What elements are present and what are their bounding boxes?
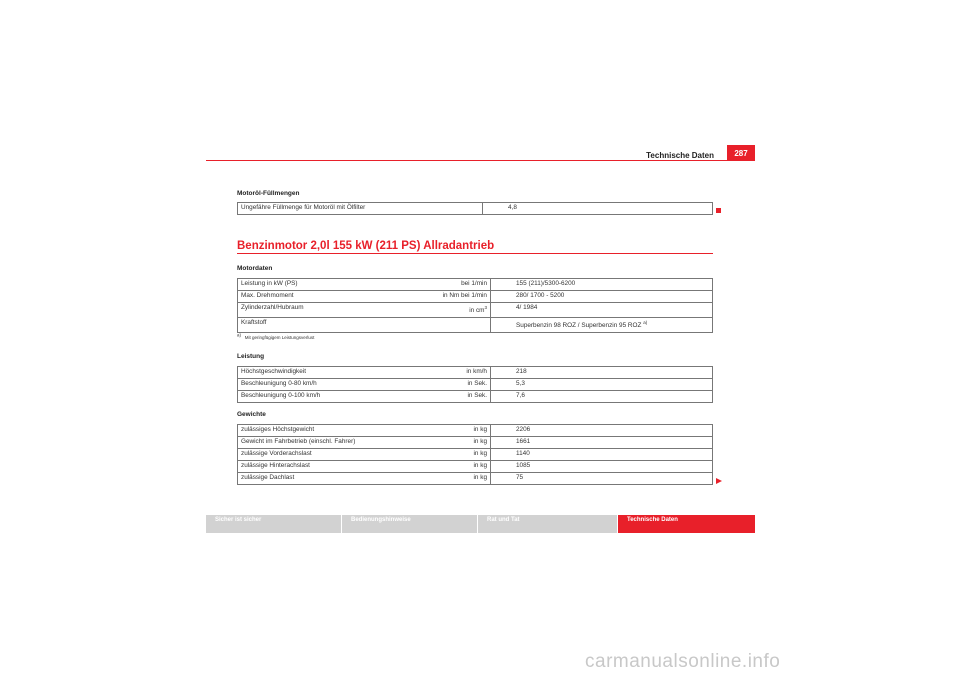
footnote-text: Mit geringfügigem Leistungsverlust [244, 335, 315, 340]
cell-value: 280/ 1700 - 5200 [491, 291, 713, 303]
unit-superscript: 3 [484, 304, 487, 310]
cell-label: Beschleunigung 0-100 km/h [238, 391, 425, 403]
footnote [237, 332, 315, 340]
cell-value: 5,3 [491, 379, 713, 391]
footer-tab-rat[interactable]: Rat und Tat [478, 515, 617, 533]
value-text: Superbenzin 98 ROZ / Superbenzin 95 ROZ [516, 322, 642, 329]
table-row [238, 473, 713, 485]
cell-value: 155 (211)/5300-6200 [491, 279, 713, 291]
cell-unit [424, 303, 491, 318]
header-title: Technische Daten [646, 151, 714, 160]
table-row [238, 279, 713, 291]
performance-subheading: Leistung [237, 353, 265, 360]
cell-label: Leistung in kW (PS) [238, 279, 425, 291]
cell-value: 1140 [491, 449, 713, 461]
table-row [238, 303, 713, 318]
cell-value: 1661 [491, 437, 713, 449]
section-end-marker [716, 208, 721, 213]
page-number: 287 [727, 145, 755, 161]
cell-label: Zylinderzahl/Hubraum [238, 303, 425, 318]
cell-label: Kraftstoff [238, 318, 425, 333]
cell-unit: in Nm bei 1/min [424, 291, 491, 303]
performance-table [237, 366, 713, 403]
cell-label: Beschleunigung 0-80 km/h [238, 379, 425, 391]
continue-arrow-icon [716, 478, 722, 484]
cell-label: zulässige Dachlast [238, 473, 425, 485]
cell-unit: in Sek. [424, 379, 491, 391]
section-title: Benzinmotor 2,0l 155 kW (211 PS) Allradantrieb [237, 240, 495, 252]
cell-unit: in Sek. [424, 391, 491, 403]
table-row [238, 437, 713, 449]
header-rule [206, 160, 755, 161]
cell-value: 2206 [491, 425, 713, 437]
oil-value: 4,8 [483, 203, 713, 215]
cell-label: Gewicht im Fahrbetrieb (einschl. Fahrer) [238, 437, 425, 449]
footnote-mark: a) [237, 332, 242, 338]
footer-tab-sicher[interactable]: Sicher ist sicher [206, 515, 341, 533]
cell-unit: in kg [424, 437, 491, 449]
oil-label: Ungefähre Füllmenge für Motoröl mit Ölfilter [238, 203, 483, 215]
weights-table [237, 424, 713, 485]
engine-table [237, 278, 713, 333]
cell-label: Höchstgeschwindigkeit [238, 367, 425, 379]
table-row [238, 461, 713, 473]
cell-unit: in kg [424, 473, 491, 485]
watermark: carmanualsonline.info [585, 651, 781, 672]
cell-unit: in kg [424, 425, 491, 437]
cell-unit [424, 318, 491, 333]
table-row [238, 318, 713, 333]
engine-subheading: Motordaten [237, 265, 273, 272]
cell-unit: in km/h [424, 367, 491, 379]
table-row [238, 367, 713, 379]
cell-value: 75 [491, 473, 713, 485]
cell-label: zulässiges Höchstgewicht [238, 425, 425, 437]
section-rule [237, 253, 713, 254]
cell-value [491, 318, 713, 333]
table-row [238, 379, 713, 391]
footer-tab-bedienung[interactable]: Bedienungshinweise [342, 515, 477, 533]
table-row [238, 391, 713, 403]
weights-subheading: Gewichte [237, 411, 266, 418]
unit-text: in cm [469, 307, 485, 314]
footnote-ref: a) [643, 319, 648, 325]
table-row [238, 203, 713, 215]
cell-label: zulässige Hinterachslast [238, 461, 425, 473]
table-row [238, 449, 713, 461]
cell-value: 7,6 [491, 391, 713, 403]
cell-label: zulässige Vorderachslast [238, 449, 425, 461]
cell-unit: bei 1/min [424, 279, 491, 291]
table-row [238, 425, 713, 437]
oil-subheading: Motoröl-Füllmengen [237, 190, 300, 197]
cell-unit: in kg [424, 461, 491, 473]
cell-value: 218 [491, 367, 713, 379]
cell-label: Max. Drehmoment [238, 291, 425, 303]
footer-tab-technische-daten[interactable]: Technische Daten [618, 515, 755, 533]
cell-unit: in kg [424, 449, 491, 461]
table-row [238, 291, 713, 303]
oil-table [237, 202, 713, 215]
cell-value: 4/ 1984 [491, 303, 713, 318]
cell-value: 1085 [491, 461, 713, 473]
